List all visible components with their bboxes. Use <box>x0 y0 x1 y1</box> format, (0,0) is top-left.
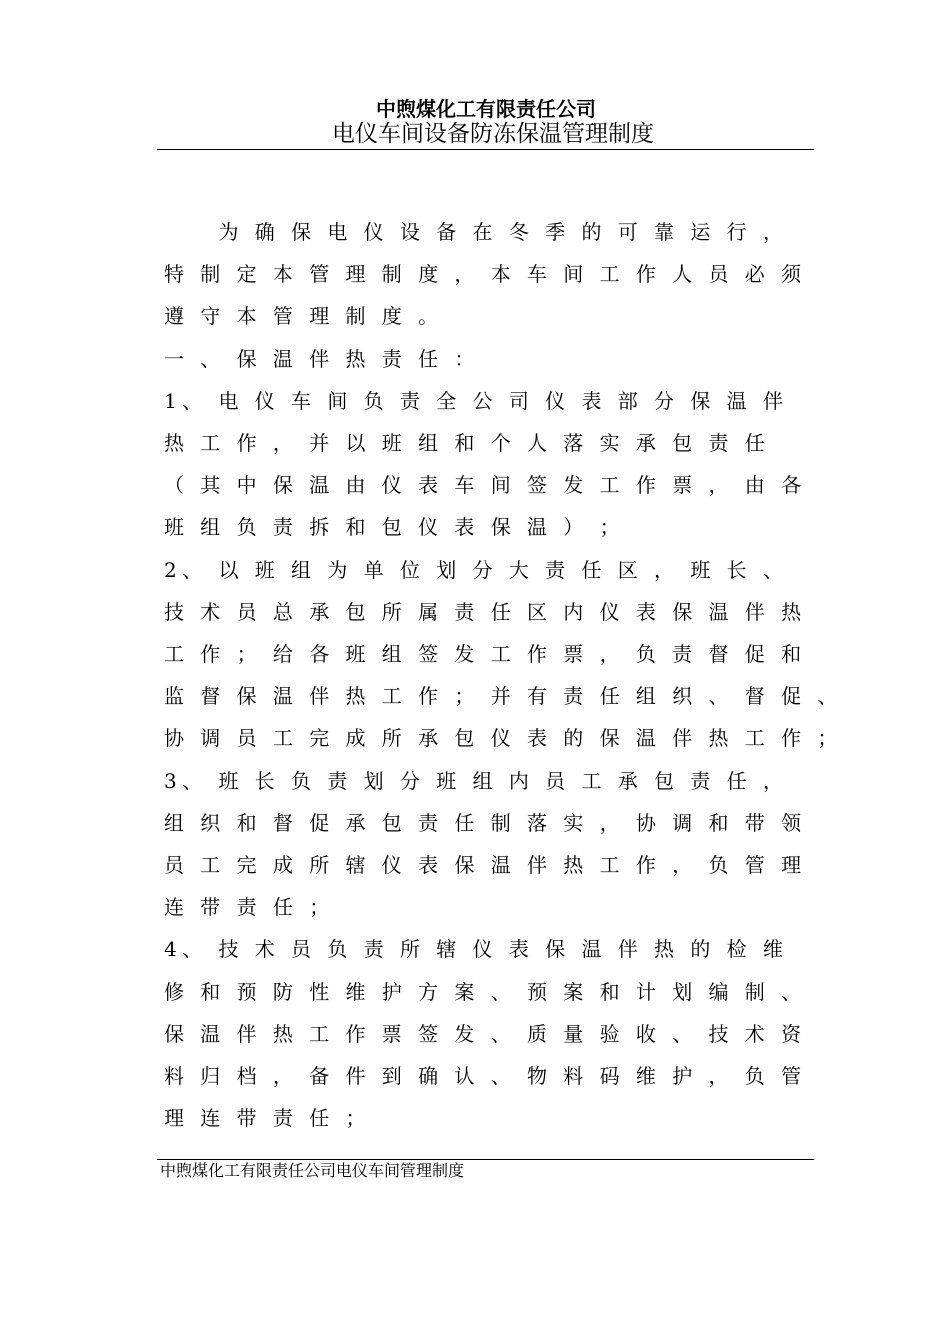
document-page: 中煦煤化工有限责任公司 电仪车间设备防冻保温管理制度 为 确 保 电 仪 设 备 在 冬 季 的 可 靠 运 行 ， 特 制 定 本 管 理 制 度 ， 本 车 间 工 作 人 员 必 须 遵 守 本 管 理 制 度 。 一 、 保 温 伴 热 责 任 ： 1 、 电 仪 车 间 负 责 全 公 司 仪 表 部 分 保 温 伴 热 工 作 ， 并 以 班 组 和 个 人 落 实 承 包 责 任 （ 其 中 保 温 由 仪 表 车 间 签 发 工 作 票 ， 由 各 班 组 负 责 拆 和 包 仪 表 保 温 ） ； 2 、 以 班 组 为 单 位 划 分 大 责 任 区 ， 班 长 、 技 术 员 总 承 包 所 属 责 任 区 内 仪 表 保 温 伴 热 工 作 ； 给 各 班 组 签 发 工 作 票 ， 负 责 督 促 和 监 督 保 温 伴 热 工 作 ； 并 有 责 任 组 织 、 督 促 、 协 调 员 工 完 成 所 承 包 仪 表 的 保 温 伴 热 工 作 ； 3 、 班 长 负 责 划 分 班 组 内 员 工 承 包 责 任 ， 组 织 和 督 促 承 包 责 任 制 落 实 ， 协 调 和 带 领 员 工 完 成 所 辖 仪 表 保 温 伴 热 工 作 ， 负 管 理 连 带 责 任 ； 4 、 技 术 员 负 责 所 辖 仪 表 保 温 伴 热 的 检 维 修 和 预 防 性 维 护 方 案 、 预 案 和 计 划 编 制 、 保 温 伴 热 工 作 票 签 发 、 质 量 验 收 、 技 术 资 料 归 档 ， 备 件 到 确 认 、 物 料 码 维 护 ， 负 管 理 连 带 责 任 ； 中煦煤化工有限责任公司电仪车间管理制度 <box>0 0 950 1344</box>
company-name: 中煦煤化工有限责任公司 <box>376 97 596 121</box>
header-divider <box>157 149 814 150</box>
page-footer: 中煦煤化工有限责任公司电仪车间管理制度 <box>160 1161 465 1180</box>
document-title: 电仪车间设备防冻保温管理制度 <box>332 121 654 147</box>
